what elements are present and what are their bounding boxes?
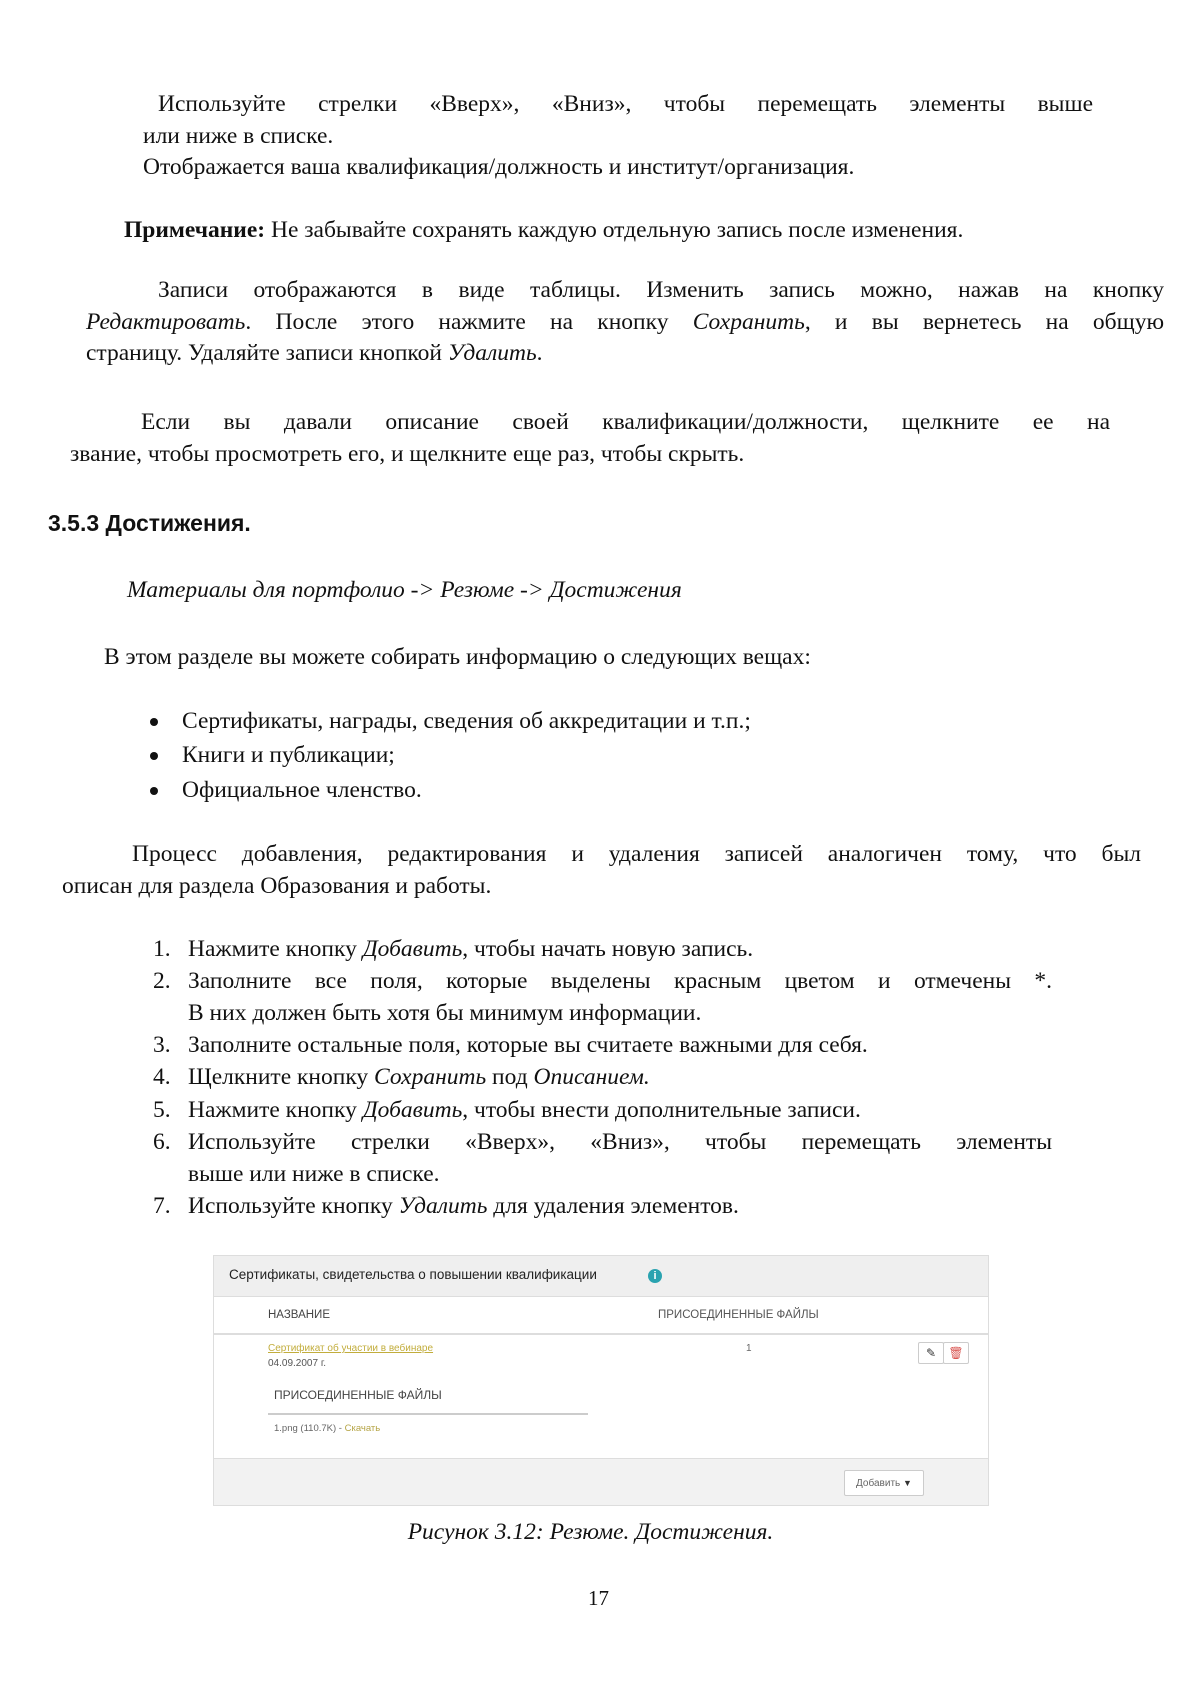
chevron-down-icon: ▼ <box>903 1478 912 1488</box>
step-number: 4. <box>153 1064 171 1090</box>
column-header-files: ПРИСОЕДИНЕННЫЕ ФАЙЛЫ <box>658 1309 819 1321</box>
list-item: Сертификаты, награды, сведения об аккредитации и т.п.; <box>182 708 751 734</box>
note-label: Примечание: <box>124 217 266 243</box>
emphasis: Удалить <box>447 340 537 366</box>
column-header-name: НАЗВАНИЕ <box>268 1309 330 1321</box>
text: Нажмите кнопку <box>188 936 363 962</box>
text: , и вы вернетесь на общую <box>804 309 1165 335</box>
note-text: Не забывайте сохранять каждую отдельную запись после изменения. <box>265 217 964 243</box>
step-text <box>188 933 753 965</box>
divider <box>268 1413 588 1415</box>
achievements-panel-screenshot <box>213 1255 989 1506</box>
info-icon[interactable]: i <box>648 1269 662 1283</box>
step-text: Заполните все поля, которые выделены красным цветом и отмечены *. <box>188 968 1052 994</box>
section-heading: 3.5.3 Достижения. <box>48 510 251 536</box>
text: Щелкните кнопку <box>188 1064 375 1090</box>
emphasis: Сохранить <box>692 309 805 335</box>
text: , чтобы внести дополнительные записи. <box>462 1097 861 1123</box>
navigation-path: Материалы для портфолио -> Резюме -> Достижения <box>127 577 682 603</box>
step-number: 7. <box>153 1193 171 1219</box>
page-number: 17 <box>588 1586 609 1610</box>
emphasis: Сохранить <box>374 1064 487 1090</box>
emphasis: Описанием. <box>533 1064 650 1090</box>
text: . После этого нажмите на кнопку <box>245 309 693 335</box>
note <box>124 214 963 246</box>
certificate-date: 04.09.2007 г. <box>268 1358 327 1369</box>
text: , чтобы начать новую запись. <box>462 936 754 962</box>
files-count: 1 <box>746 1343 752 1354</box>
step-text: выше или ниже в списке. <box>188 1161 440 1187</box>
step-text: Заполните остальные поля, которые вы считаете важными для себя. <box>188 1032 868 1058</box>
step-text <box>188 1061 650 1093</box>
emphasis: Добавить <box>362 1097 463 1123</box>
file-entry <box>274 1423 380 1434</box>
trash-icon: 🗑 <box>948 1346 964 1360</box>
step-number: 3. <box>153 1032 171 1058</box>
step-number: 6. <box>153 1129 171 1155</box>
paragraph-line: Отображается ваша квалификация/должность и институт/организация. <box>143 154 855 180</box>
paragraph-line: описан для раздела Образования и работы. <box>62 873 492 899</box>
paragraph-line: Записи отображаются в виде таблицы. Изменить запись можно, нажав на кнопку <box>158 277 1164 303</box>
download-link[interactable]: Скачать <box>344 1423 381 1434</box>
delete-button[interactable] <box>943 1342 969 1364</box>
figure-caption: Рисунок 3.12: Резюме. Достижения. <box>407 1519 774 1545</box>
step-text: Используйте стрелки «Вверх», «Вниз», чтобы перемещать элементы <box>188 1129 1052 1155</box>
text: Используйте кнопку <box>188 1193 399 1219</box>
text: страницу. Удаляйте записи кнопкой <box>86 340 448 366</box>
paragraph-line: Процесс добавления, редактирования и удаления записей аналогичен тому, что был <box>132 841 1141 867</box>
certificate-link[interactable]: Сертификат об участии в вебинаре <box>268 1343 434 1354</box>
step-number: 5. <box>153 1097 171 1123</box>
text: под <box>486 1064 534 1090</box>
text: . <box>536 340 543 366</box>
paragraph-line: звание, чтобы просмотреть его, и щелкните еще раз, чтобы скрыть. <box>70 441 745 467</box>
paragraph-line <box>86 337 543 369</box>
step-text <box>188 1094 861 1126</box>
step-text <box>188 1190 739 1222</box>
text: Нажмите кнопку <box>188 1097 363 1123</box>
text: для удаления элементов. <box>487 1193 739 1219</box>
file-name: 1.png (110.7K) <box>274 1423 337 1434</box>
pencil-icon: ✎ <box>925 1346 937 1360</box>
paragraph-line: или ниже в списке. <box>143 123 334 149</box>
divider <box>214 1333 988 1335</box>
paragraph-line: Используйте стрелки «Вверх», «Вниз», чтобы перемещать элементы выше <box>158 91 1093 117</box>
step-number: 2. <box>153 968 171 994</box>
list-item: Официальное членство. <box>182 777 422 803</box>
paragraph-line: Если вы давали описание своей квалификации/должности, щелкните ее на <box>141 409 1110 435</box>
add-label: Добавить <box>856 1478 901 1489</box>
list-item: Книги и публикации; <box>182 742 395 768</box>
emphasis: Редактировать <box>86 309 246 335</box>
add-dropdown-button[interactable] <box>844 1470 924 1496</box>
edit-button[interactable] <box>918 1342 944 1364</box>
bullet-icon <box>150 718 158 726</box>
separator: - <box>336 1423 345 1434</box>
emphasis: Добавить <box>362 936 463 962</box>
panel-title: Сертификаты, свидетельства о повышении квалификации <box>229 1267 597 1282</box>
step-text: В них должен быть хотя бы минимум информации. <box>188 1000 702 1026</box>
intro-text: В этом разделе вы можете собирать информацию о следующих вещах: <box>104 644 811 670</box>
bullet-icon <box>150 787 158 795</box>
emphasis: Удалить <box>398 1193 488 1219</box>
attached-files-heading: ПРИСОЕДИНЕННЫЕ ФАЙЛЫ <box>274 1388 442 1402</box>
paragraph-line <box>86 306 1164 338</box>
bullet-icon <box>150 752 158 760</box>
step-number: 1. <box>153 936 171 962</box>
